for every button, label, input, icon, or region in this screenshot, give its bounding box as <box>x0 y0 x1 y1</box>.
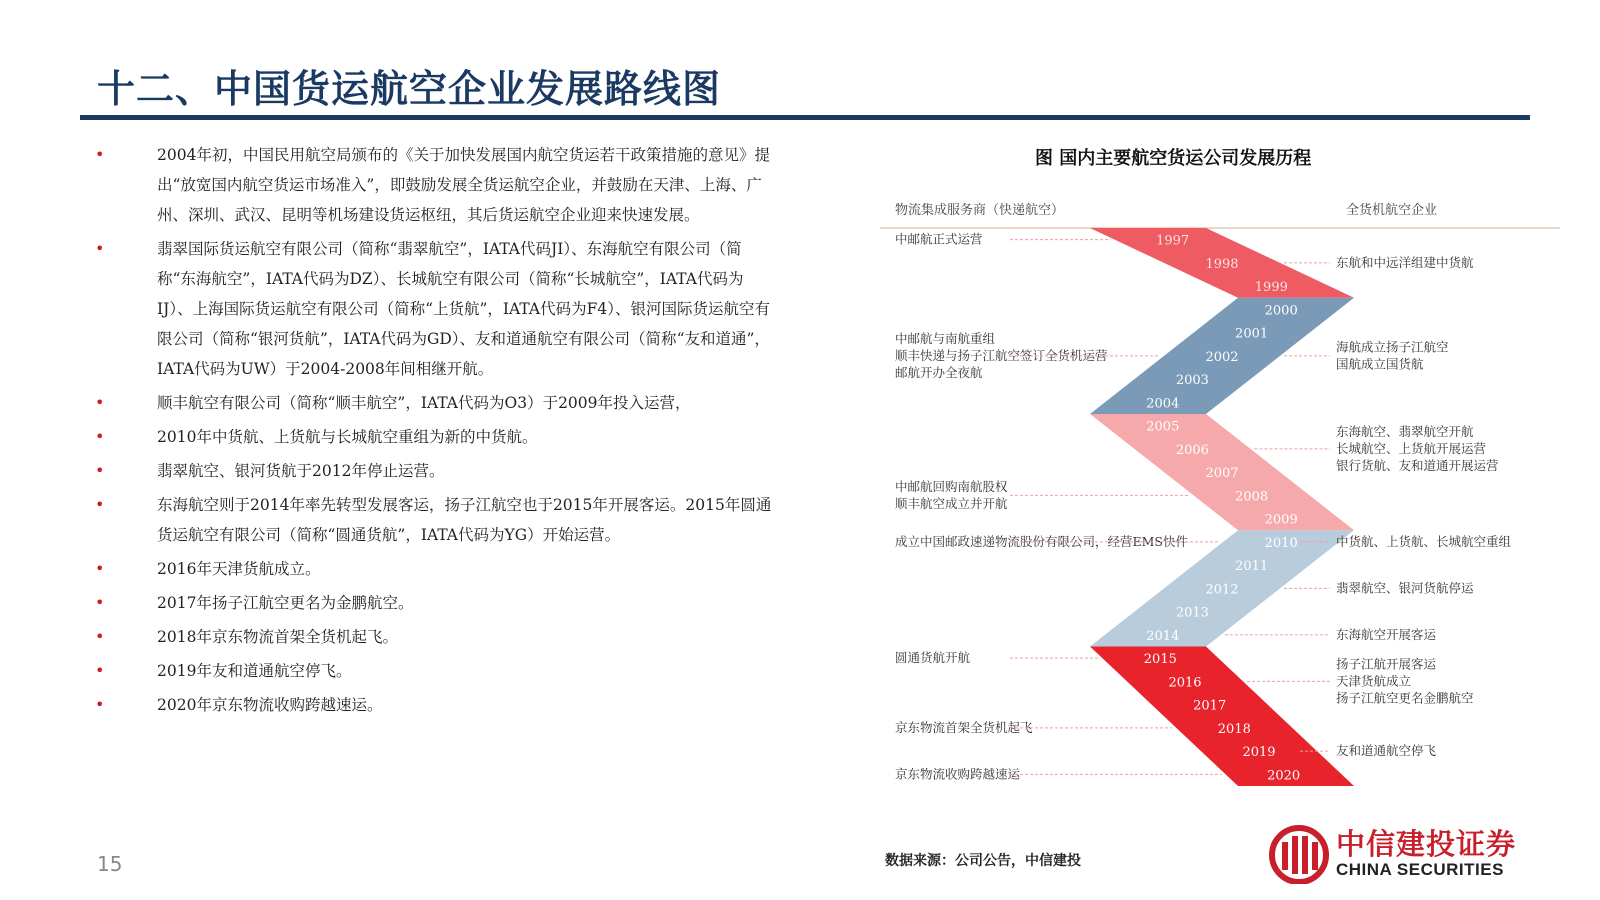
year-label: 2000 <box>1264 303 1298 319</box>
right-event-text: 银行货航、友和道通开展运营 <box>1336 457 1499 473</box>
bullet-dot-icon: • <box>95 695 105 714</box>
right-event-text: 长城航空、上货航开展运营 <box>1336 440 1487 456</box>
left-event-text: 中邮航正式运营 <box>895 231 983 247</box>
timeline-segment <box>1090 647 1354 787</box>
year-label: 2019 <box>1242 745 1276 761</box>
year-label: 2017 <box>1193 698 1227 714</box>
china-securities-logo-icon <box>1268 822 1330 884</box>
right-event-text: 天津货航成立 <box>1336 673 1412 689</box>
right-event-text: 国航成立国货航 <box>1336 356 1424 372</box>
right-event-text: 海航成立扬子江航空 <box>1336 339 1449 355</box>
right-event-text: 扬子江航空更名金鹏航空 <box>1336 690 1474 706</box>
year-label: 2014 <box>1146 628 1180 644</box>
left-event-text: 顺丰快递与扬子江航空签订全货机运营 <box>895 347 1108 363</box>
left-event-text: 圆通货航开航 <box>895 650 971 666</box>
bullet-item: • 2017年扬子江航空更名为金鹏航空。 <box>95 588 775 618</box>
bullet-dot-icon: • <box>95 393 105 412</box>
bullet-dot-icon: • <box>95 239 105 258</box>
left-event-text: 中邮航与南航重组 <box>895 330 996 346</box>
bullet-item: • 2004年初，中国民用航空局颁布的《关于加快发展国内航空货运若干政策措施的意见》提出“放宽国内航空货运市场准入”，即鼓励发展全货运航空企业，并鼓励在天津、上海、广州、深圳、武汉、昆明等机场建设货运枢纽，其后货运航空企业迎来快速发展。 <box>95 140 775 230</box>
year-label: 2006 <box>1175 442 1209 458</box>
bullet-item: • 2019年友和道通航空停飞。 <box>95 656 775 686</box>
bullet-dot-icon: • <box>95 661 105 680</box>
bullet-dot-icon: • <box>95 145 105 164</box>
left-event-text: 顺丰航空成立并开航 <box>895 495 1008 511</box>
bullet-item: • 翡翠航空、银河货航于2012年停止运营。 <box>95 456 775 486</box>
left-event-text: 邮航开办全夜航 <box>895 364 983 380</box>
left-event-text: 京东物流收购跨越速运 <box>895 766 1021 782</box>
year-label: 2016 <box>1168 675 1202 691</box>
year-label: 2005 <box>1146 419 1180 435</box>
year-label: 2012 <box>1205 582 1239 598</box>
year-label: 2018 <box>1217 721 1251 737</box>
page-number: 15 <box>97 852 123 876</box>
left-column-header: 物流集成服务商（快递航空） <box>895 203 1065 218</box>
year-label: 2015 <box>1143 652 1177 668</box>
right-event-text: 扬子江航开展客运 <box>1336 656 1437 672</box>
right-event-text: 东海航空开展客运 <box>1336 626 1437 642</box>
bullet-dot-icon: • <box>95 627 105 646</box>
year-label: 1999 <box>1254 280 1288 296</box>
right-column-header: 全货机航空企业 <box>1346 203 1438 218</box>
right-event-text: 东海航空、翡翠航空开航 <box>1336 423 1474 439</box>
year-label: 1997 <box>1156 233 1190 249</box>
brand-logo <box>1268 822 1538 892</box>
bullet-dot-icon: • <box>95 495 105 514</box>
year-label: 2002 <box>1205 349 1239 365</box>
year-label: 2009 <box>1264 512 1298 528</box>
year-label: 2008 <box>1235 489 1269 505</box>
year-label: 2004 <box>1146 396 1180 412</box>
year-label: 2013 <box>1175 605 1209 621</box>
bullet-dot-icon: • <box>95 427 105 446</box>
right-event-text: 东航和中远洋组建中货航 <box>1336 254 1474 270</box>
bullet-item: • 翡翠国际货运航空有限公司（简称“翡翠航空”，IATA代码JI）、东海航空有限公司（简称“东海航空”，IATA代码为DZ）、长城航空有限公司（简称“长城航空”，IATA代码为IJ）、上海国际货运航空有限公司（简称“上货航”，IATA代码为F4）、银河国际货运航空有限公司（简称“银河货航”，IATA代码为GD）、友和道通航空有限公司（简称“友和道通”，IATA代码为UW）于2004-2008年间相继开航。 <box>95 234 775 384</box>
right-event-text: 中货航、上货航、长城航空重组 <box>1336 533 1512 549</box>
logo-english-name: CHINA SECURITIES <box>1336 860 1504 879</box>
figure-title: 图 国内主要航空货运公司发展历程 <box>1035 148 1312 169</box>
bullet-dot-icon: • <box>95 593 105 612</box>
left-event-text: 京东物流首架全货机起飞 <box>895 719 1033 735</box>
year-label: 2011 <box>1235 559 1269 575</box>
left-event-text: 成立中国邮政速递物流股份有限公司，经营EMS快件 <box>895 533 1188 549</box>
data-source: 数据来源：公司公告，中信建投 <box>885 853 1081 869</box>
bullet-item: • 2016年天津货航成立。 <box>95 554 775 584</box>
right-event-text: 友和道通航空停飞 <box>1336 743 1437 759</box>
year-label: 2007 <box>1205 466 1239 482</box>
year-label: 2003 <box>1175 373 1209 389</box>
bullet-dot-icon: • <box>95 461 105 480</box>
bullet-item: • 东海航空则于2014年率先转型发展客运，扬子江航空也于2015年开展客运。2015年圆通货运航空有限公司（简称“圆通货航”，IATA代码为YG）开始运营。 <box>95 490 775 550</box>
bullet-item: • 顺丰航空有限公司（简称“顺丰航空”，IATA代码为O3）于2009年投入运营， <box>95 388 775 418</box>
right-event-text: 翡翠航空、银河货航停运 <box>1336 580 1474 596</box>
year-label: 2001 <box>1235 326 1269 342</box>
year-label: 2020 <box>1267 768 1301 784</box>
page-title: 十二、中国货运航空企业发展路线图 <box>97 67 722 111</box>
bullet-item: • 2010年中货航、上货航与长城航空重组为新的中货航。 <box>95 422 775 452</box>
bullet-item: • 2020年京东物流收购跨越速运。 <box>95 690 775 720</box>
year-label: 1998 <box>1205 256 1239 272</box>
bullet-dot-icon: • <box>95 559 105 578</box>
bullet-item: • 2018年京东物流首架全货机起飞。 <box>95 622 775 652</box>
left-event-text: 中邮航回购南航股权 <box>895 478 1008 494</box>
year-label: 2010 <box>1264 535 1298 551</box>
logo-chinese-name: 中信建投证券 <box>1336 827 1517 861</box>
